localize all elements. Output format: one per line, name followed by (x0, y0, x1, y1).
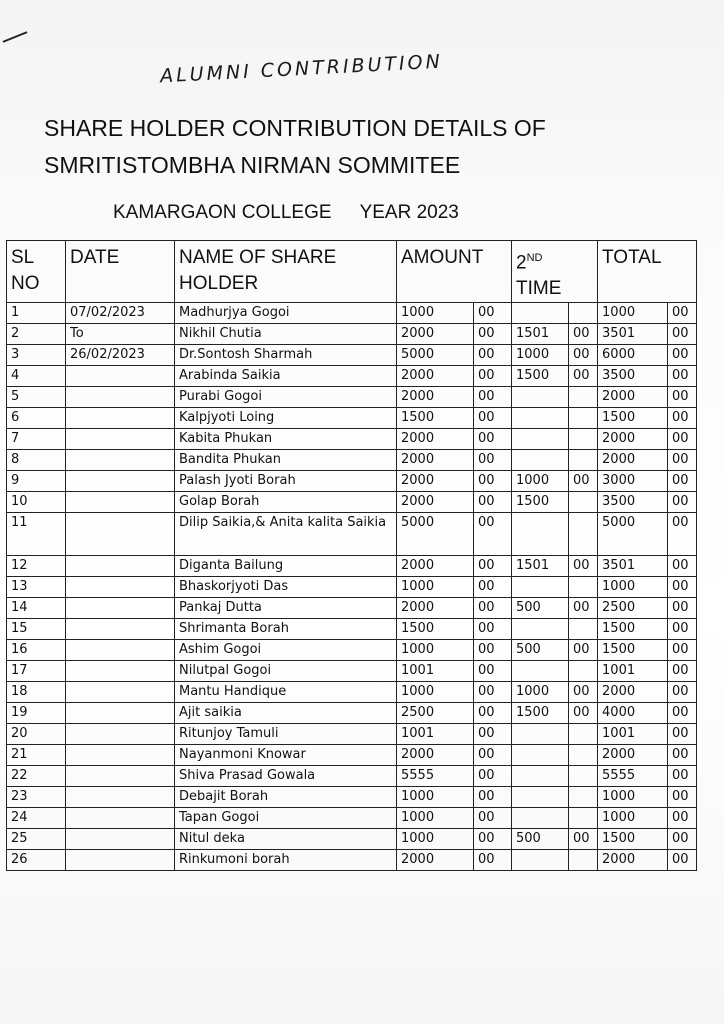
cell-amount-paise: 00 (474, 408, 512, 429)
table-row (7, 682, 697, 703)
cell-second-time: 1000 (512, 682, 569, 703)
cell-amount-paise: 00 (474, 766, 512, 787)
cell-date (66, 787, 175, 808)
cell-amount: 5555 (397, 766, 474, 787)
table-header-row (7, 241, 697, 303)
cell-sl-no: 22 (7, 766, 66, 787)
cell-second-time-paise (569, 787, 598, 808)
cell-amount: 2000 (397, 492, 474, 513)
cell-amount: 5000 (397, 345, 474, 366)
cell-total-paise: 00 (668, 513, 697, 556)
cell-amount-paise: 00 (474, 324, 512, 345)
table-row (7, 724, 697, 745)
cell-second-time-paise (569, 661, 598, 682)
cell-date (66, 450, 175, 471)
cell-date: 26/02/2023 (66, 345, 175, 366)
cell-second-time-paise (569, 619, 598, 640)
cell-name: Rinkumoni borah (175, 850, 397, 871)
table-row (7, 471, 697, 492)
pen-mark (3, 31, 28, 43)
cell-total: 2000 (598, 387, 668, 408)
cell-sl-no: 24 (7, 808, 66, 829)
cell-name: Nitul deka (175, 829, 397, 850)
cell-total: 2000 (598, 745, 668, 766)
cell-second-time-paise: 00 (569, 556, 598, 577)
cell-total-paise: 00 (668, 450, 697, 471)
cell-second-time: 1500 (512, 492, 569, 513)
cell-amount-paise: 00 (474, 513, 512, 556)
cell-second-time (512, 577, 569, 598)
cell-amount-paise: 00 (474, 850, 512, 871)
table-row (7, 850, 697, 871)
cell-date (66, 745, 175, 766)
cell-amount: 1000 (397, 303, 474, 324)
cell-second-time (512, 450, 569, 471)
cell-date (66, 640, 175, 661)
cell-amount: 1500 (397, 619, 474, 640)
table-row (7, 303, 697, 324)
cell-amount: 2000 (397, 745, 474, 766)
cell-date (66, 808, 175, 829)
cell-amount-paise: 00 (474, 492, 512, 513)
cell-amount-paise: 00 (474, 345, 512, 366)
cell-amount-paise: 00 (474, 661, 512, 682)
cell-total-paise: 00 (668, 387, 697, 408)
table-row (7, 429, 697, 450)
cell-second-time: 500 (512, 640, 569, 661)
cell-amount-paise: 00 (474, 724, 512, 745)
cell-sl-no: 5 (7, 387, 66, 408)
cell-amount-paise: 00 (474, 556, 512, 577)
cell-sl-no: 11 (7, 513, 66, 556)
cell-total: 1000 (598, 577, 668, 598)
cell-total: 3500 (598, 492, 668, 513)
cell-amount-paise: 00 (474, 387, 512, 408)
cell-second-time-paise (569, 766, 598, 787)
cell-second-time-paise (569, 808, 598, 829)
cell-second-time-paise: 00 (569, 829, 598, 850)
cell-amount: 2000 (397, 429, 474, 450)
cell-second-time: 500 (512, 598, 569, 619)
cell-total-paise: 00 (668, 787, 697, 808)
cell-date (66, 513, 175, 556)
cell-total-paise: 00 (668, 808, 697, 829)
cell-date (66, 682, 175, 703)
cell-total: 1001 (598, 661, 668, 682)
header-second-time: 2ND TIME (512, 241, 598, 303)
cell-second-time-paise: 00 (569, 703, 598, 724)
cell-second-time-paise (569, 850, 598, 871)
cell-second-time: 1500 (512, 703, 569, 724)
cell-amount-paise: 00 (474, 366, 512, 387)
cell-total-paise: 00 (668, 661, 697, 682)
cell-second-time-paise (569, 387, 598, 408)
cell-name: Nayanmoni Knowar (175, 745, 397, 766)
cell-second-time-paise: 00 (569, 598, 598, 619)
cell-name: Tapan Gogoi (175, 808, 397, 829)
cell-sl-no: 20 (7, 724, 66, 745)
cell-date (66, 598, 175, 619)
cell-amount-paise: 00 (474, 787, 512, 808)
cell-total-paise: 00 (668, 345, 697, 366)
table-row (7, 513, 697, 556)
cell-amount: 2000 (397, 450, 474, 471)
cell-second-time (512, 303, 569, 324)
cell-second-time (512, 745, 569, 766)
cell-sl-no: 16 (7, 640, 66, 661)
cell-second-time-paise (569, 408, 598, 429)
cell-sl-no: 12 (7, 556, 66, 577)
cell-amount-paise: 00 (474, 471, 512, 492)
header-sl-no: SL NO (7, 241, 66, 303)
cell-name: Nilutpal Gogoi (175, 661, 397, 682)
cell-amount: 1001 (397, 661, 474, 682)
cell-total-paise: 00 (668, 492, 697, 513)
cell-date (66, 366, 175, 387)
table-row (7, 408, 697, 429)
table-row (7, 556, 697, 577)
cell-total: 1500 (598, 640, 668, 661)
cell-second-time (512, 513, 569, 556)
cell-name: Kabita Phukan (175, 429, 397, 450)
cell-date (66, 556, 175, 577)
handwritten-note: ALUMNI CONTRIBUTION (159, 50, 444, 88)
cell-name: Kalpjyoti Loing (175, 408, 397, 429)
cell-total-paise: 00 (668, 366, 697, 387)
cell-total: 1000 (598, 808, 668, 829)
cell-amount-paise: 00 (474, 640, 512, 661)
cell-name: Dilip Saikia,& Anita kalita Saikia (175, 513, 397, 556)
cell-name: Bhaskorjyoti Das (175, 577, 397, 598)
cell-amount: 2000 (397, 387, 474, 408)
cell-total-paise: 00 (668, 724, 697, 745)
cell-second-time-paise: 00 (569, 640, 598, 661)
table-row (7, 324, 697, 345)
cell-second-time: 1500 (512, 366, 569, 387)
cell-sl-no: 6 (7, 408, 66, 429)
cell-total: 1500 (598, 408, 668, 429)
cell-amount: 1000 (397, 787, 474, 808)
cell-date (66, 724, 175, 745)
college-name: KAMARGAON COLLEGE (113, 202, 332, 223)
table-row (7, 745, 697, 766)
title-line-1: SHARE HOLDER CONTRIBUTION DETAILS OF (44, 115, 546, 141)
cell-total: 5555 (598, 766, 668, 787)
cell-date (66, 387, 175, 408)
cell-amount-paise: 00 (474, 745, 512, 766)
cell-second-time (512, 787, 569, 808)
header-amount: AMOUNT (397, 241, 512, 303)
cell-total: 4000 (598, 703, 668, 724)
table-row (7, 787, 697, 808)
cell-date (66, 850, 175, 871)
header-date: DATE (66, 241, 175, 303)
cell-second-time-paise (569, 450, 598, 471)
cell-amount: 2000 (397, 850, 474, 871)
cell-name: Debajit Borah (175, 787, 397, 808)
cell-total: 2000 (598, 682, 668, 703)
table-row (7, 345, 697, 366)
cell-date (66, 766, 175, 787)
cell-name: Arabinda Saikia (175, 366, 397, 387)
cell-total: 2000 (598, 850, 668, 871)
cell-amount-paise: 00 (474, 577, 512, 598)
cell-sl-no: 18 (7, 682, 66, 703)
cell-second-time: 500 (512, 829, 569, 850)
table-row (7, 387, 697, 408)
cell-amount: 2000 (397, 556, 474, 577)
cell-amount-paise: 00 (474, 450, 512, 471)
cell-name: Shiva Prasad Gowala (175, 766, 397, 787)
cell-name: Nikhil Chutia (175, 324, 397, 345)
cell-date (66, 829, 175, 850)
table-row (7, 766, 697, 787)
cell-second-time: 1501 (512, 324, 569, 345)
table-row (7, 619, 697, 640)
cell-sl-no: 23 (7, 787, 66, 808)
header-name: NAME OF SHARE HOLDER (175, 241, 397, 303)
cell-sl-no: 21 (7, 745, 66, 766)
cell-sl-no: 4 (7, 366, 66, 387)
cell-second-time-paise (569, 513, 598, 556)
table-row (7, 808, 697, 829)
cell-second-time-paise: 00 (569, 682, 598, 703)
cell-date: 07/02/2023 (66, 303, 175, 324)
cell-total: 2000 (598, 450, 668, 471)
cell-sl-no: 15 (7, 619, 66, 640)
table-row (7, 598, 697, 619)
cell-total-paise: 00 (668, 850, 697, 871)
cell-amount: 1000 (397, 682, 474, 703)
cell-second-time: 1000 (512, 471, 569, 492)
year-label: YEAR 2023 (359, 202, 459, 223)
cell-second-time-paise: 00 (569, 366, 598, 387)
cell-second-time (512, 724, 569, 745)
contribution-table (6, 240, 697, 871)
cell-total-paise: 00 (668, 682, 697, 703)
cell-amount-paise: 00 (474, 703, 512, 724)
cell-total: 1001 (598, 724, 668, 745)
cell-sl-no: 8 (7, 450, 66, 471)
cell-date: To (66, 324, 175, 345)
cell-amount: 1500 (397, 408, 474, 429)
cell-sl-no: 25 (7, 829, 66, 850)
cell-sl-no: 10 (7, 492, 66, 513)
cell-name: Ritunjoy Tamuli (175, 724, 397, 745)
cell-second-time (512, 619, 569, 640)
cell-second-time-paise: 00 (569, 345, 598, 366)
cell-amount-paise: 00 (474, 808, 512, 829)
cell-amount: 1000 (397, 829, 474, 850)
cell-second-time: 1000 (512, 345, 569, 366)
cell-sl-no: 17 (7, 661, 66, 682)
cell-date (66, 408, 175, 429)
cell-total-paise: 00 (668, 324, 697, 345)
cell-name: Madhurjya Gogoi (175, 303, 397, 324)
cell-name: Ashim Gogoi (175, 640, 397, 661)
table-row (7, 661, 697, 682)
cell-second-time-paise (569, 303, 598, 324)
cell-second-time (512, 766, 569, 787)
cell-sl-no: 1 (7, 303, 66, 324)
cell-amount: 2000 (397, 366, 474, 387)
cell-amount: 5000 (397, 513, 474, 556)
cell-second-time: 1501 (512, 556, 569, 577)
cell-date (66, 577, 175, 598)
cell-name: Diganta Bailung (175, 556, 397, 577)
table-row (7, 640, 697, 661)
cell-second-time-paise (569, 577, 598, 598)
cell-amount: 1000 (397, 808, 474, 829)
cell-total: 1000 (598, 303, 668, 324)
cell-amount: 1001 (397, 724, 474, 745)
cell-amount: 1000 (397, 577, 474, 598)
cell-date (66, 619, 175, 640)
cell-total-paise: 00 (668, 471, 697, 492)
subtitle (113, 202, 459, 224)
table-row (7, 703, 697, 724)
cell-name: Purabi Gogoi (175, 387, 397, 408)
cell-second-time-paise: 00 (569, 324, 598, 345)
cell-sl-no: 2 (7, 324, 66, 345)
cell-amount: 2000 (397, 471, 474, 492)
cell-total: 2500 (598, 598, 668, 619)
cell-total-paise: 00 (668, 829, 697, 850)
cell-total: 3501 (598, 324, 668, 345)
table-row (7, 450, 697, 471)
cell-total: 3501 (598, 556, 668, 577)
cell-amount: 1000 (397, 640, 474, 661)
cell-total-paise: 00 (668, 640, 697, 661)
cell-total-paise: 00 (668, 745, 697, 766)
cell-second-time (512, 429, 569, 450)
cell-total: 1500 (598, 619, 668, 640)
header-total: TOTAL (598, 241, 697, 303)
cell-amount-paise: 00 (474, 682, 512, 703)
cell-second-time (512, 387, 569, 408)
cell-second-time-paise: 00 (569, 471, 598, 492)
cell-total-paise: 00 (668, 577, 697, 598)
title-line-2: SMRITISTOMBHA NIRMAN SOMMITEE (44, 152, 461, 178)
cell-second-time-paise (569, 492, 598, 513)
cell-total-paise: 00 (668, 619, 697, 640)
cell-sl-no: 7 (7, 429, 66, 450)
cell-second-time (512, 850, 569, 871)
cell-amount-paise: 00 (474, 429, 512, 450)
cell-total: 3500 (598, 366, 668, 387)
cell-sl-no: 14 (7, 598, 66, 619)
cell-amount-paise: 00 (474, 598, 512, 619)
cell-date (66, 492, 175, 513)
cell-second-time (512, 808, 569, 829)
cell-total: 2000 (598, 429, 668, 450)
cell-name: Bandita Phukan (175, 450, 397, 471)
cell-total: 6000 (598, 345, 668, 366)
table-row (7, 577, 697, 598)
table-row (7, 829, 697, 850)
cell-second-time (512, 661, 569, 682)
cell-total-paise: 00 (668, 703, 697, 724)
cell-name: Pankaj Dutta (175, 598, 397, 619)
cell-second-time-paise (569, 724, 598, 745)
cell-sl-no: 13 (7, 577, 66, 598)
cell-amount-paise: 00 (474, 619, 512, 640)
cell-date (66, 661, 175, 682)
cell-second-time (512, 408, 569, 429)
cell-amount: 2000 (397, 324, 474, 345)
cell-total-paise: 00 (668, 766, 697, 787)
cell-date (66, 471, 175, 492)
cell-second-time-paise (569, 745, 598, 766)
cell-name: Dr.Sontosh Sharmah (175, 345, 397, 366)
cell-amount: 2000 (397, 598, 474, 619)
cell-total: 1000 (598, 787, 668, 808)
cell-date (66, 703, 175, 724)
cell-total-paise: 00 (668, 598, 697, 619)
cell-total: 1500 (598, 829, 668, 850)
cell-total-paise: 00 (668, 303, 697, 324)
cell-amount-paise: 00 (474, 829, 512, 850)
cell-date (66, 429, 175, 450)
cell-total-paise: 00 (668, 429, 697, 450)
cell-total: 5000 (598, 513, 668, 556)
table-row (7, 366, 697, 387)
cell-sl-no: 3 (7, 345, 66, 366)
cell-name: Shrimanta Borah (175, 619, 397, 640)
cell-total-paise: 00 (668, 408, 697, 429)
cell-amount-paise: 00 (474, 303, 512, 324)
cell-name: Palash Jyoti Borah (175, 471, 397, 492)
cell-second-time-paise (569, 429, 598, 450)
cell-name: Mantu Handique (175, 682, 397, 703)
cell-amount: 2500 (397, 703, 474, 724)
cell-name: Ajit saikia (175, 703, 397, 724)
cell-name: Golap Borah (175, 492, 397, 513)
cell-sl-no: 9 (7, 471, 66, 492)
cell-sl-no: 19 (7, 703, 66, 724)
cell-total-paise: 00 (668, 556, 697, 577)
cell-sl-no: 26 (7, 850, 66, 871)
cell-total: 3000 (598, 471, 668, 492)
table-row (7, 492, 697, 513)
